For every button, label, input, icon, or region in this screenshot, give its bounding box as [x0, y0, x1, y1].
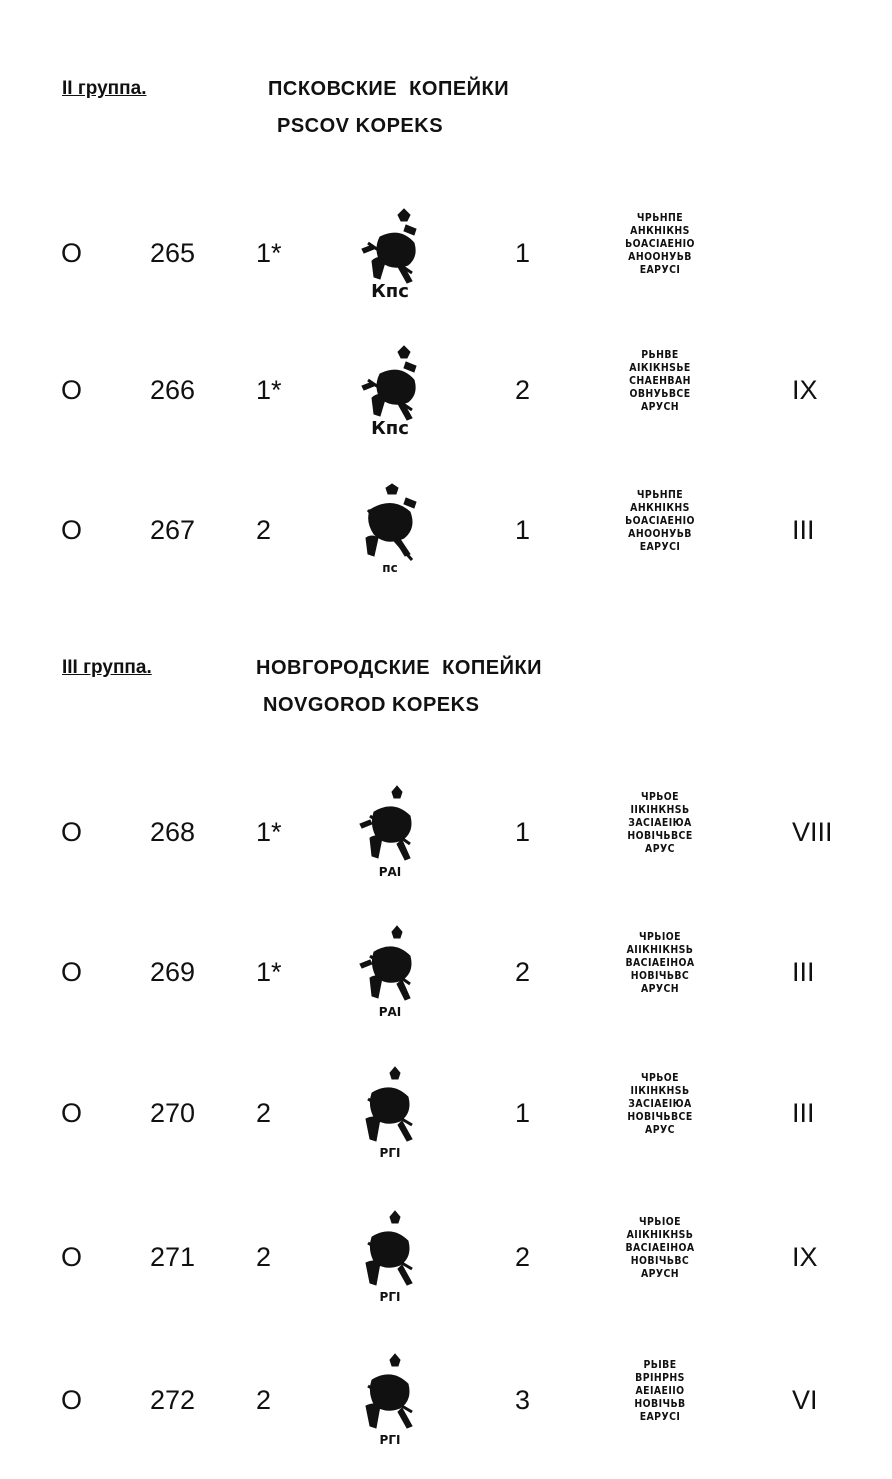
coin-type: O	[61, 375, 83, 405]
reverse-legend	[601, 930, 720, 995]
obverse-type: 1	[515, 817, 531, 847]
obverse-type: 1	[515, 238, 531, 268]
legend-line: АНКНІКНS	[630, 224, 690, 237]
group-label: III группа.	[62, 657, 152, 678]
rider-coin-icon	[340, 203, 440, 303]
obverse-type: 1	[515, 515, 531, 545]
rider-coin-icon	[340, 1063, 440, 1163]
legend-line: ЗАСІАЕІЮА	[628, 1097, 692, 1110]
legend-line: ЧРЬОЕ	[640, 1071, 679, 1084]
legend-line: ВАСІАЕІНОА	[625, 1241, 695, 1254]
coin-type: O	[61, 817, 83, 847]
legend-line: ЬОАСІАЕНІО	[625, 514, 695, 527]
legend-line: АНООНУЬВ	[628, 250, 692, 263]
table-row	[0, 203, 892, 303]
coin-number: 268	[150, 817, 196, 847]
rider-coin-icon	[340, 480, 440, 580]
coin-type: O	[61, 1242, 83, 1272]
legend-line: АНКНІКНS	[630, 501, 690, 514]
legend-line: ЧРЬІОЕ	[639, 930, 681, 943]
legend-line: АІІКНІКНSЬ	[626, 1228, 694, 1241]
rarity: IX	[792, 1242, 818, 1272]
coin-variant: 1*	[256, 817, 282, 847]
group-label: II группа.	[62, 78, 147, 99]
legend-line: ЧРЬНПЕ	[636, 211, 684, 224]
legend-line: ЧРЬНПЕ	[636, 488, 684, 501]
legend-line: АНООНУЬВ	[628, 527, 692, 540]
legend-line: ЕАРУСІ	[639, 1410, 681, 1423]
svg-text:Кпс: Кпс	[371, 281, 409, 302]
obverse-type: 2	[515, 1242, 531, 1272]
rarity: IX	[792, 375, 818, 405]
section-header-group-2	[0, 78, 892, 198]
coin-number: 271	[150, 1242, 196, 1272]
rarity: VIII	[792, 817, 833, 847]
legend-line: ІІКІНКНSЬ	[630, 1084, 690, 1097]
coin-number: 265	[150, 238, 196, 268]
coin-type: O	[61, 957, 83, 987]
section-title-en: NOVGOROD KOPEKS	[263, 694, 480, 716]
legend-line: АІІКНІКНSЬ	[626, 943, 694, 956]
legend-line: ОВНУЬВСЕ	[629, 387, 691, 400]
svg-text:РАІ: РАІ	[378, 865, 402, 879]
obverse-type: 2	[515, 375, 531, 405]
section-header-group-3	[0, 657, 892, 777]
reverse-legend	[601, 1358, 720, 1423]
reverse-legend	[601, 790, 720, 855]
coin-type: O	[61, 238, 83, 268]
legend-line: АРУСН	[640, 400, 680, 413]
svg-text:пс: пс	[382, 561, 398, 575]
coin-type: O	[61, 1098, 83, 1128]
legend-line: РЬІВЕ	[643, 1358, 677, 1371]
section-title-ru: ПСКОВСКИЕ КОПЕЙКИ	[268, 78, 510, 100]
legend-line: ЕАРУСІ	[639, 263, 681, 276]
legend-line: ЧРЬОЕ	[640, 790, 679, 803]
obverse-type: 1	[515, 1098, 531, 1128]
legend-line: АЕІАЕІІО	[635, 1384, 685, 1397]
coin-variant: 2	[256, 1385, 272, 1415]
legend-line: СНАЕНВАН	[629, 374, 691, 387]
table-row	[0, 922, 892, 1022]
legend-line: НОВІЧЬВС	[630, 1254, 690, 1267]
legend-line: ЕАРУСІ	[639, 540, 681, 553]
legend-line: РЬНВЕ	[641, 348, 679, 361]
coin-variant: 1*	[256, 238, 282, 268]
rider-coin-icon	[340, 922, 440, 1022]
section-title-en: PSCOV KOPEKS	[277, 115, 444, 137]
coin-variant: 1*	[256, 957, 282, 987]
legend-line: НОВІЧЬВСЕ	[627, 1110, 693, 1123]
legend-line: АРУСН	[640, 982, 680, 995]
coin-number: 272	[150, 1385, 196, 1415]
legend-line: ЬОАСІАЕНІО	[625, 237, 695, 250]
svg-text:РГІ: РГІ	[379, 1146, 401, 1160]
coin-type: O	[61, 1385, 83, 1415]
svg-text:РАІ: РАІ	[378, 1005, 402, 1019]
table-row	[0, 1063, 892, 1163]
svg-text:Кпс: Кпс	[371, 418, 409, 439]
table-row	[0, 1207, 892, 1307]
legend-line: ВАСІАЕІНОА	[625, 956, 695, 969]
svg-text:РГІ: РГІ	[379, 1290, 401, 1304]
legend-line: АІКІКНSЬЕ	[629, 361, 691, 374]
table-row	[0, 340, 892, 440]
legend-line: АРУСН	[640, 1267, 680, 1280]
coin-variant: 2	[256, 515, 272, 545]
coin-variant: 1*	[256, 375, 282, 405]
coin-number: 267	[150, 515, 196, 545]
rider-coin-icon	[340, 340, 440, 440]
table-row	[0, 782, 892, 882]
reverse-legend	[601, 211, 720, 276]
rarity: III	[792, 957, 815, 987]
coin-variant: 2	[256, 1098, 272, 1128]
obverse-type: 3	[515, 1385, 531, 1415]
svg-text:РГІ: РГІ	[379, 1433, 401, 1447]
legend-line: ЗАСІАЕІЮА	[628, 816, 692, 829]
coin-type: O	[61, 515, 83, 545]
legend-line: ВРІНРНS	[635, 1371, 685, 1384]
coin-variant: 2	[256, 1242, 272, 1272]
rider-coin-icon	[340, 1350, 440, 1450]
legend-line: АРУС	[645, 1123, 675, 1136]
legend-line: ЧРЬІОЕ	[639, 1215, 681, 1228]
legend-line: ІІКІНКНSЬ	[630, 803, 690, 816]
section-title-ru: НОВГОРОДСКИЕ КОПЕЙКИ	[256, 657, 543, 679]
reverse-legend	[601, 348, 720, 413]
table-row	[0, 480, 892, 580]
rarity: VI	[792, 1385, 818, 1415]
reverse-legend	[601, 488, 720, 553]
rider-coin-icon	[340, 782, 440, 882]
reverse-legend	[601, 1071, 720, 1136]
coin-number: 266	[150, 375, 196, 405]
reverse-legend	[601, 1215, 720, 1280]
rarity: III	[792, 515, 815, 545]
legend-line: НОВІЧЬВСЕ	[627, 829, 693, 842]
legend-line: АРУС	[645, 842, 675, 855]
legend-line: НОВІЧЬВ	[634, 1397, 686, 1410]
obverse-type: 2	[515, 957, 531, 987]
rider-coin-icon	[340, 1207, 440, 1307]
rarity: III	[792, 1098, 815, 1128]
coin-number: 270	[150, 1098, 196, 1128]
legend-line: НОВІЧЬВС	[630, 969, 690, 982]
coin-number: 269	[150, 957, 196, 987]
table-row	[0, 1350, 892, 1450]
